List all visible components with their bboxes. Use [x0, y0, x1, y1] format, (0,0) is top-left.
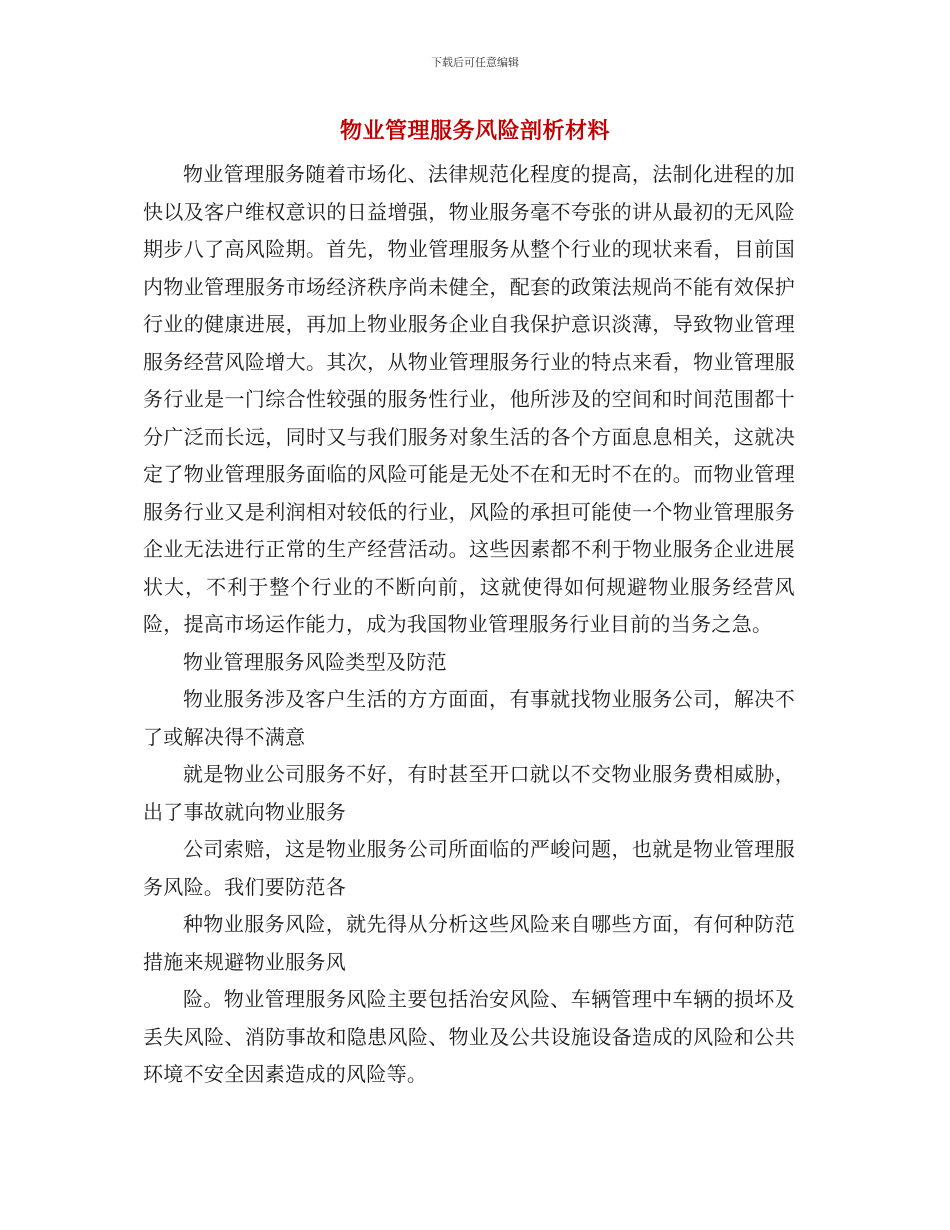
paragraph-body: 公司索赔，这是物业服务公司所面临的严峻问题，也就是物业管理服务风险。我们要防范各: [143, 837, 795, 899]
paragraph-section-heading: 物业管理服务风险类型及防范: [183, 649, 447, 674]
document-title: 物业管理服务风险剖析材料: [339, 119, 610, 144]
paragraph-risk-types: 险。物业管理服务风险主要包括治安风险、车辆管理中车辆的损坏及丢失风险、消防事故和隐患风险、物业及公共设施设备造成的风险和公共环境不安全因素造成的风险等。: [143, 987, 795, 1086]
paragraph-body: 种物业服务风险，就先得从分析这些风险来自哪些方面，有何种防范措施来规避物业服务风: [143, 912, 795, 974]
paragraph-body: 就是物业公司服务不好，有时甚至开口就以不交物业服务费相威胁，出了事故就向物业服务: [143, 762, 795, 824]
paragraph-body: 物业服务涉及客户生活的方方面面，有事就找物业服务公司，解决不了或解决得不满意: [143, 687, 795, 749]
paragraph-intro: 物业管理服务随着市场化、法律规范化程度的提高，法制化进程的加快以及客户维权意识的日益增强，物业服务毫不夸张的讲从最初的无风险期步八了高风险期。首先，物业管理服务从整个行业的现状来看，目前国内物业管理服务市场经济秩序尚未健全，配套的政策法规尚不能有效保护行业的健康进展，再加上物业服务企业自我保护意识淡薄，导致物业管理服务经营风险增大。其次，从物业管理服务行业的特点来看，物业管理服务行业是一门综合性较强的服务性行业，他所涉及的空间和时间范围都十分广泛而长远，同时又与我们服务对象生活的各个方面息息相关，这就决定了物业管理服务面临的风险可能是无处不在和无时不在的。而物业管理服务行业又是利润相对较低的行业，风险的承担可能使一个物业管理服务企业无法进行正常的生产经营活动。这些因素都不利于物业服务企业进展状大，不利于整个行业的不断向前，这就使得如何规避物业服务经营风险，提高市场运作能力，成为我国物业管理服务行业目前的当务之急。: [143, 162, 795, 636]
document-body: [143, 156, 795, 1094]
page-header-note: 下载后可任意编辑: [431, 56, 519, 69]
